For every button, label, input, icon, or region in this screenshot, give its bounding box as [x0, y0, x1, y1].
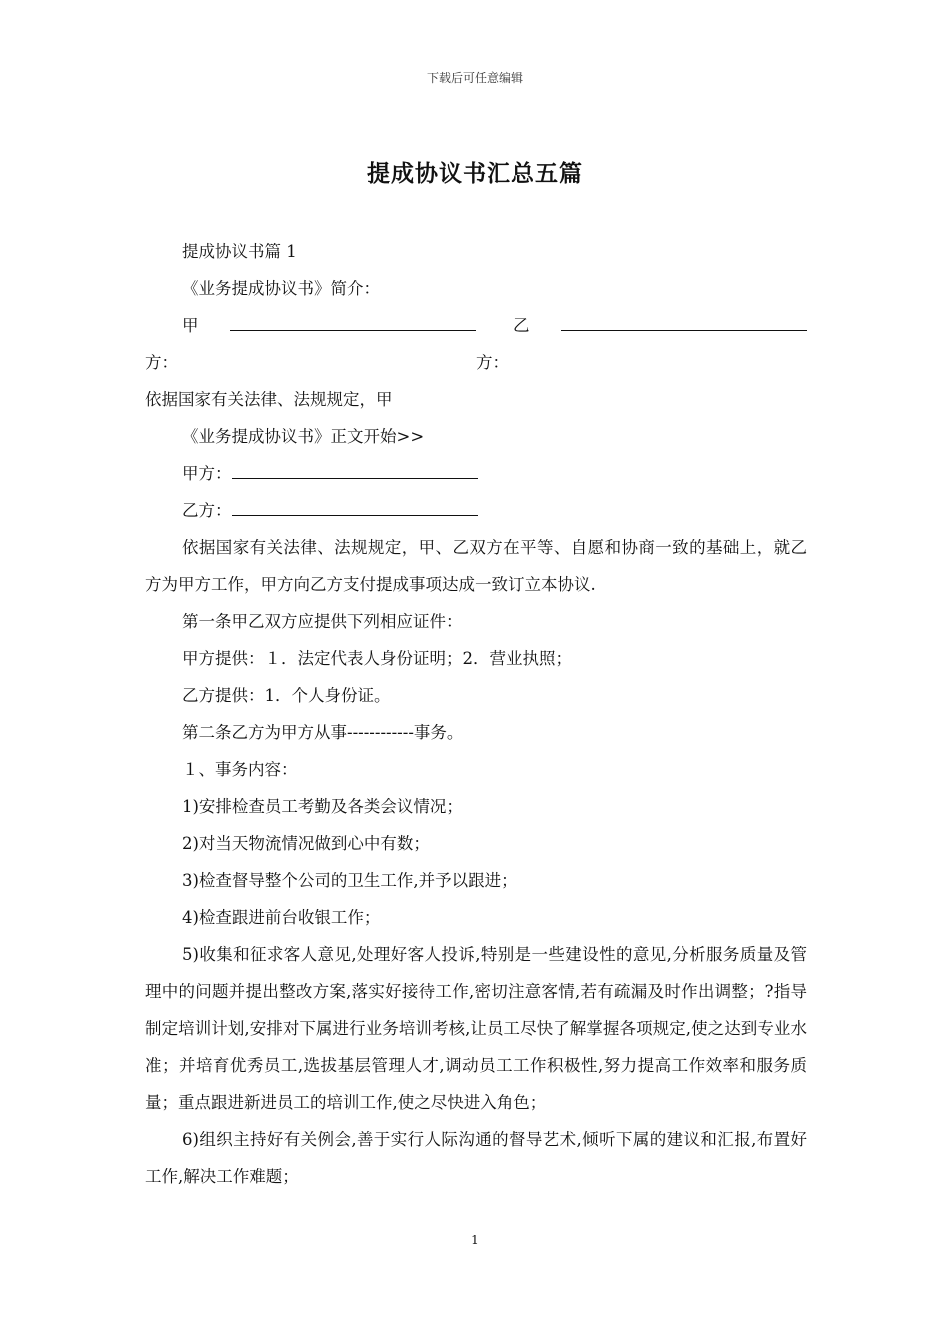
section-heading: 提成协议书篇 1	[182, 242, 297, 261]
duty-item-5: 5)收集和征求客人意见,处理好客人投诉,特别是一些建设性的意见,分析服务质量及管理中的问题并提出整改方案,落实好接待工作,密切注意客情,若有疏漏及时作出调整；?指导制定培训计划,安排对下属进行业务培训考核,让员工尽快了解掌握各项规定,使之达到专业水准；并培育优秀员工,选拔基层管理人才,调动员工工作积极性,努力提高工作效率和服务质量；重点跟进新进员工的培训工作,使之尽快进入角色；	[145, 945, 807, 1112]
page-header: 下载后可任意编辑	[426, 71, 523, 85]
duty-item-1: 1)安排检查员工考勤及各类会议情况；	[182, 797, 463, 816]
intro-parties-row	[145, 307, 807, 381]
duty-item-6: 6)组织主持好有关例会,善于实行人际沟通的督导艺术,倾听下属的建议和汇报,布置好工作,解决工作难题；	[145, 1130, 807, 1186]
party-b-row	[145, 492, 807, 529]
paragraph-preamble: 依据国家有关法律、法规规定，甲、乙双方在平等、自愿和协商一致的基础上，就乙方为甲方工作，甲方向乙方支付提成事项达成一致订立本协议.	[145, 538, 807, 594]
party-b-signature-blank	[232, 498, 478, 516]
intro-start: 《业务提成协议书》正文开始>>	[182, 427, 425, 446]
party-b-documents: 乙方提供：1．个人身份证。	[182, 686, 391, 705]
duty-item-2: 2)对当天物流情况做到心中有数；	[182, 834, 430, 853]
duties-heading: １、事务内容：	[182, 760, 298, 779]
document-title: 提成协议书汇总五篇	[367, 160, 583, 187]
party-a-row	[145, 455, 807, 492]
party-a-blank	[230, 313, 476, 331]
article-1: 第一条甲乙双方应提供下列相应证件：	[182, 612, 463, 631]
article-2: 第二条乙方为甲方从事------------事务。	[182, 723, 464, 742]
party-a-signature-blank	[232, 461, 478, 479]
intro-line: 依据国家有关法律、法规规定，甲	[145, 390, 393, 409]
party-a-label: 甲方：	[182, 464, 232, 483]
party-b-label: 乙方：	[182, 501, 232, 520]
party-a-documents: 甲方提供：１．法定代表人身份证明；2．营业执照；	[182, 649, 572, 668]
duty-item-4: 4)检查跟进前台收银工作；	[182, 908, 381, 927]
page-number: 1	[471, 1233, 479, 1247]
intro-party-a-label: 甲方：	[145, 316, 199, 372]
intro-party-b-label: 乙方：	[476, 316, 530, 372]
duty-item-3: 3)检查督导整个公司的卫生工作,并予以跟进；	[182, 871, 518, 890]
party-b-blank	[561, 313, 807, 331]
intro-label: 《业务提成协议书》简介：	[182, 279, 380, 298]
document-body	[145, 233, 807, 1195]
